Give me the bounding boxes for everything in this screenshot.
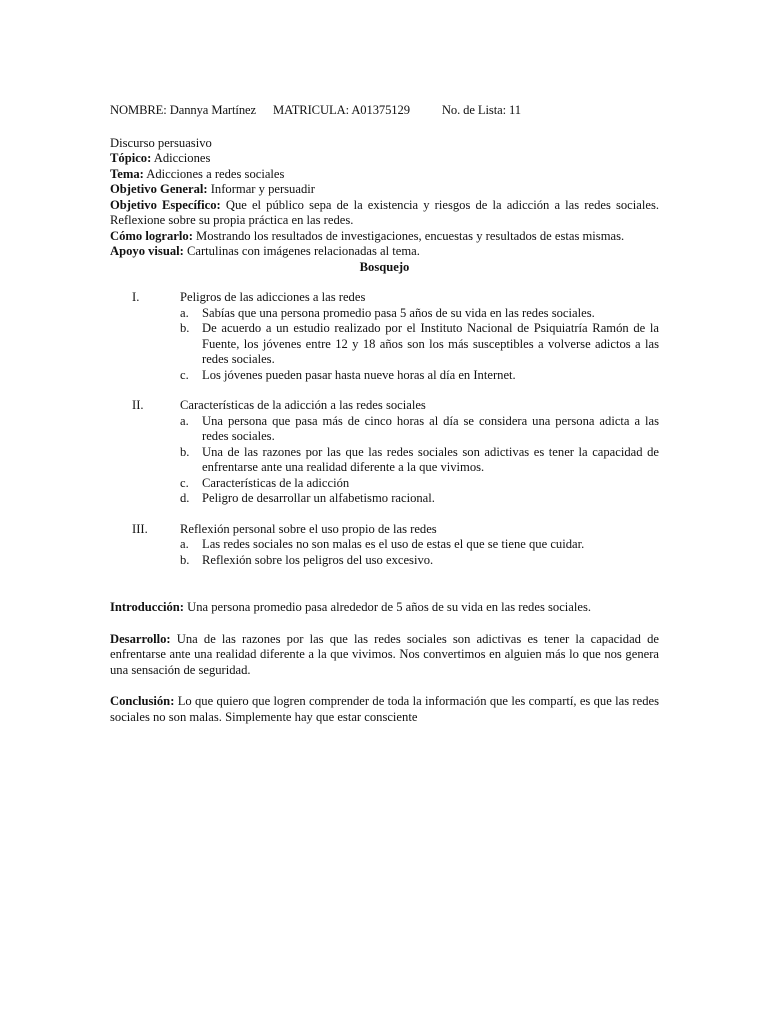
topico-label: Tópico: xyxy=(110,151,152,165)
objetivo-especifico-value: Que el público sepa de la existencia y riesgos de la adicción a las redes sociales. Reflexione sobre su propia práctica en las redes. xyxy=(110,197,659,227)
outline-item xyxy=(180,476,659,492)
item-text: Una persona que pasa más de cinco horas al día se considera una persona adicta a las redes sociales. xyxy=(202,413,659,443)
item-text: Características de la adicción xyxy=(202,475,350,490)
outline-item xyxy=(180,306,659,322)
item-letter: c. xyxy=(180,367,189,382)
introduccion-text: Una persona promedio pasa alrededor de 5 años de su vida en las redes sociales. xyxy=(183,600,592,614)
item-letter: d. xyxy=(180,491,190,505)
bosquejo-title: Bosquejo xyxy=(359,259,410,274)
item-text: Peligro de desarrollar un alfabetismo racional. xyxy=(202,491,435,505)
conclusion-paragraph xyxy=(110,694,659,725)
section-numeral: III. xyxy=(132,521,148,536)
item-letter: b. xyxy=(180,552,190,567)
objetivo-general-value: Informar y persuadir xyxy=(207,182,315,196)
objetivo-especifico-line xyxy=(110,198,659,229)
numero-lista: No. de Lista: 11 xyxy=(441,103,521,117)
desarrollo-text: Una de las razones por las que las redes sociales son adictivas es tener la capacidad de enfrentarse ante una realidad diferente a la que vivimos. Nos convertimos en alguien más lo que nos genera una sensación de seguridad. xyxy=(110,631,659,677)
outline-item xyxy=(180,445,659,476)
conclusion-label: Conclusión: xyxy=(110,694,175,708)
apoyo-visual-label: Apoyo visual: xyxy=(110,244,184,258)
item-letter: c. xyxy=(180,475,189,490)
item-text: Las redes sociales no son malas es el uso de estas el que se tiene que cuidar. xyxy=(202,537,585,551)
como-lograrlo-value: Mostrando los resultados de investigaciones, encuestas y resultados de estas mismas. xyxy=(192,228,625,243)
header-line xyxy=(110,103,659,119)
objetivo-general-line xyxy=(110,182,659,198)
outline-item xyxy=(180,321,659,368)
section-numeral: I. xyxy=(132,290,140,304)
objetivo-especifico-label: Objetivo Específico: xyxy=(110,197,221,212)
desarrollo-label: Desarrollo: xyxy=(110,631,171,646)
como-lograrlo-line xyxy=(110,229,659,245)
matricula: MATRICULA: A01375129 xyxy=(273,103,410,117)
item-letter: b. xyxy=(180,321,190,335)
outline-item xyxy=(180,553,659,569)
item-text: Una de las razones por las que las redes sociales son adictivas es tener la capacidad de enfrentarse ante una realidad diferente a la que vivimos. xyxy=(202,444,659,474)
apoyo-visual-value: Cartulinas con imágenes relacionadas al tema. xyxy=(183,244,420,258)
item-letter: a. xyxy=(180,305,189,320)
como-lograrlo-label: Cómo lograrlo: xyxy=(110,228,193,243)
tema-label: Tema: xyxy=(110,166,144,181)
desarrollo-paragraph xyxy=(110,632,659,679)
outline-section xyxy=(110,522,659,538)
tema-value: Adicciones a redes sociales xyxy=(143,166,285,181)
document-body xyxy=(110,103,659,725)
outline-item xyxy=(180,491,659,507)
item-text: Reflexión sobre los peligros del uso excesivo. xyxy=(202,552,434,567)
section-title: Peligros de las adicciones a las redes xyxy=(180,290,366,304)
item-text: Sabías que una persona promedio pasa 5 años de su vida en las redes sociales. xyxy=(202,305,595,320)
nombre: NOMBRE: Dannya Martínez xyxy=(110,103,256,117)
item-letter: a. xyxy=(180,537,189,551)
bosquejo-heading xyxy=(110,260,659,276)
outline-item xyxy=(180,537,659,553)
section-title: Características de la adicción a las redes sociales xyxy=(180,398,426,412)
tipo-discurso: Discurso persuasivo xyxy=(110,135,212,150)
objetivo-general-label: Objetivo General: xyxy=(110,182,208,196)
item-text: Los jóvenes pueden pasar hasta nueve horas al día en Internet. xyxy=(202,367,516,382)
outline-section xyxy=(110,290,659,306)
section-title: Reflexión personal sobre el uso propio de las redes xyxy=(180,521,437,536)
item-text: De acuerdo a un estudio realizado por el Instituto Nacional de Psiquiatría Ramón de la Fuente, los jóvenes entre 12 y 18 años son los más susceptibles a volverse adictos a las redes sociales. xyxy=(202,321,659,366)
introduccion-label: Introducción: xyxy=(110,600,184,614)
section-numeral: II. xyxy=(132,398,144,412)
tema-line xyxy=(110,167,659,183)
introduccion-paragraph xyxy=(110,600,659,616)
outline-item xyxy=(180,414,659,445)
apoyo-visual-line xyxy=(110,244,659,260)
topico-line xyxy=(110,151,659,167)
conclusion-text: Lo que quiero que logren comprender de toda la información que les compartí, es que las redes sociales no son malas. Simplemente hay que estar consciente xyxy=(110,694,659,724)
outline-section xyxy=(110,398,659,414)
item-letter: b. xyxy=(180,444,190,459)
topico-value: Adicciones xyxy=(151,151,211,165)
outline-item xyxy=(180,368,659,384)
item-letter: a. xyxy=(180,413,189,428)
